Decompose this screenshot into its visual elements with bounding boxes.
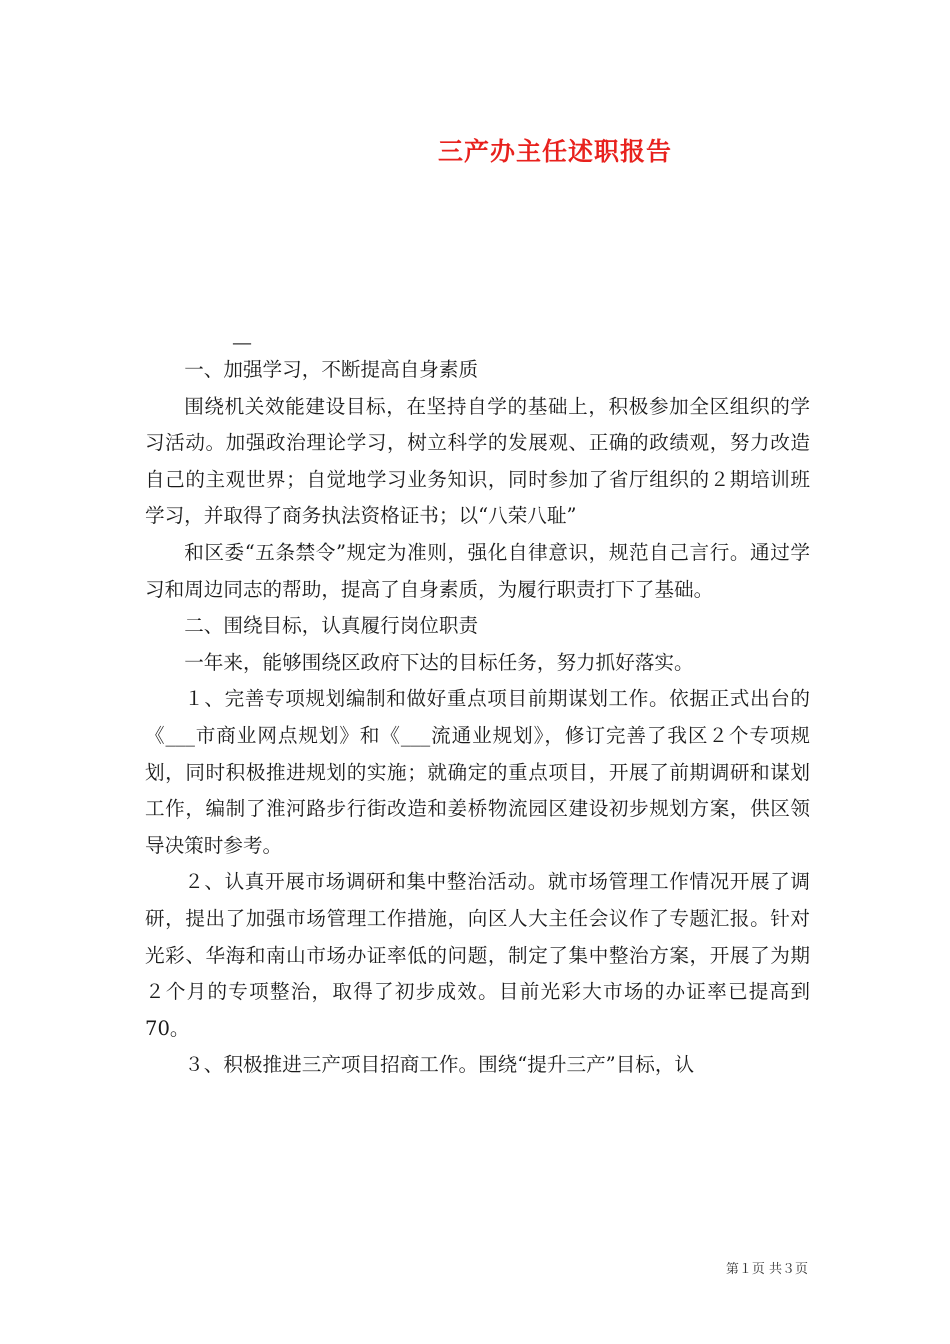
document-title: 三产办主任述职报告 — [437, 137, 672, 166]
body-paragraph: １、完善专项规划编制和做好重点项目前期谋划工作。依据正式出台的《___市商业网点规划》和《___流通业规划》，修订完善了我区２个专项规划，同时积极推进规划的实施；就确定的重点项目，开展了前期调研和谋划工作，编制了淮河路步行街改造和姜桥物流园区建设初步规划方案，供区领导决策时参考。 — [145, 687, 810, 857]
page-footer: 第１页 共３页 — [725, 1262, 808, 1277]
body-paragraph: 围绕机关效能建设目标，在坚持自学的基础上，积极参加全区组织的学习活动。加强政治理论学习，树立科学的发展观、正确的政绩观，努力改造自己的主观世界；自觉地学习业务知识，同时参加了省厅组织的２期培训班学习，并取得了商务执法资格证书；以“八荣八耻” — [145, 394, 810, 528]
section-heading-2: 二、围绕目标，认真履行岗位职责 — [184, 614, 479, 638]
section-heading-1: 一、加强学习，不断提高自身素质 — [184, 358, 479, 381]
separator-dash: — — [232, 330, 252, 354]
body-paragraph: 一年来，能够围绕区政府下达的目标任务，努力抓好落实。 — [184, 650, 694, 674]
body-paragraph: ３、积极推进三产项目招商工作。围绕“提升三产”目标，认 — [184, 1053, 695, 1077]
document-body — [145, 352, 810, 1084]
body-paragraph: 和区委“五条禁令”规定为准则，强化自律意识，规范自己言行。通过学习和周边同志的帮助，提高了自身素质，为履行职责打下了基础。 — [145, 540, 810, 601]
body-paragraph: ２、认真开展市场调研和集中整治活动。就市场管理工作情况开展了调研，提出了加强市场管理工作措施，向区人大主任会议作了专题汇报。针对光彩、华海和南山市场办证率低的问题，制定了集中整治方案，开展了为期２个月的专项整治，取得了初步成效。目前光彩大市场的办证率已提高到70。 — [145, 870, 810, 1040]
